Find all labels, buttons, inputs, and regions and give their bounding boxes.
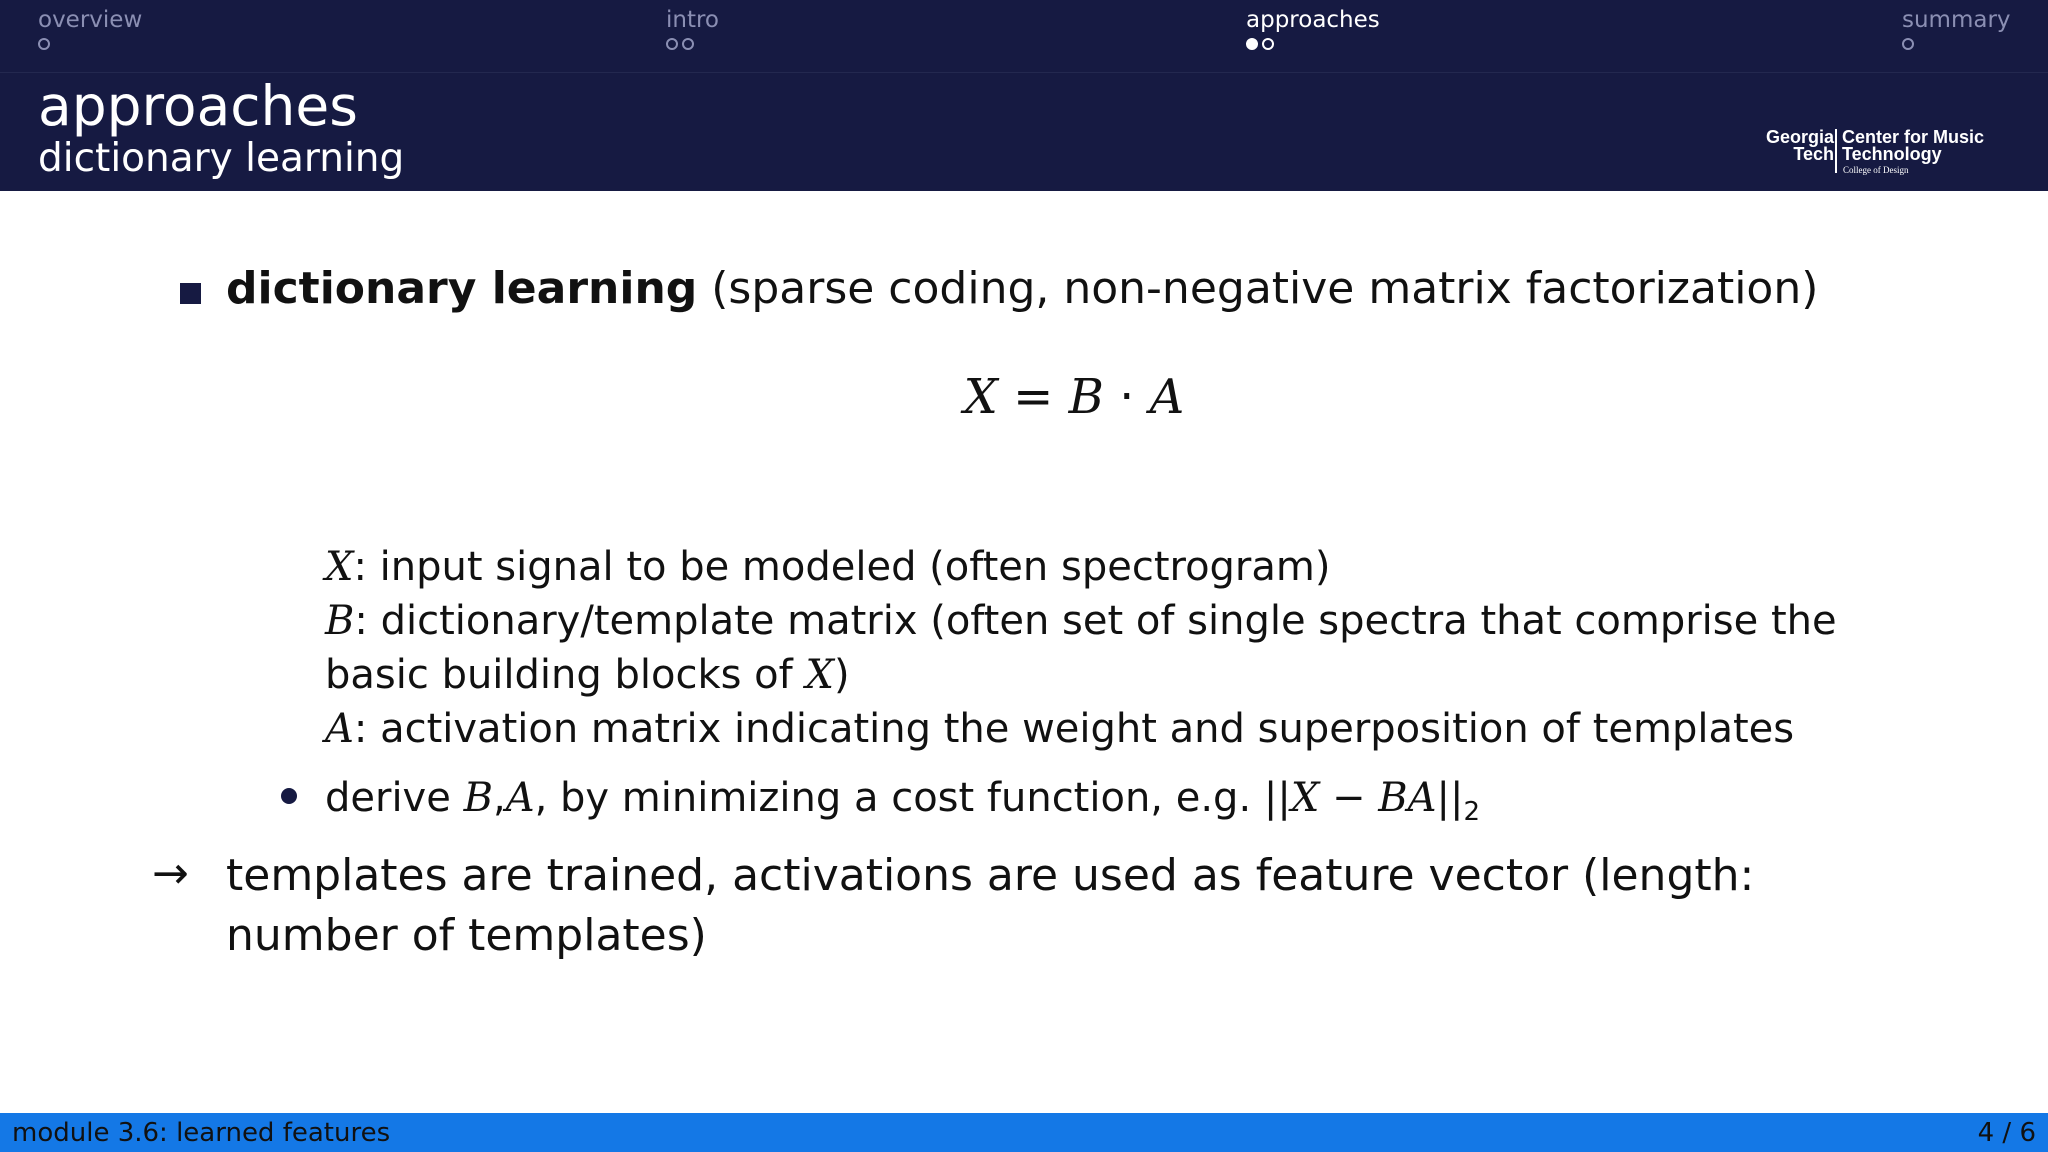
main-bullet-text bbox=[226, 260, 1818, 318]
definition-x bbox=[325, 540, 1865, 594]
right-arrow-icon: → bbox=[152, 848, 189, 899]
sub-ba: BA bbox=[1378, 775, 1437, 821]
nav-slide-dot[interactable] bbox=[1262, 38, 1274, 50]
sub-prefix: derive bbox=[325, 775, 464, 821]
def-symbol: A bbox=[325, 706, 354, 752]
conclusion-text: templates are trained, activations are used as feature vector (length: number of templates) bbox=[226, 850, 1755, 961]
def-text: : activation matrix indicating the weight and superposition of templates bbox=[353, 706, 1795, 752]
nav-dots-approaches bbox=[1246, 38, 1380, 50]
nav-section-intro[interactable] bbox=[666, 6, 719, 50]
bullet-square-icon bbox=[180, 283, 201, 304]
def-symbol: X bbox=[325, 544, 354, 590]
def-text-tail: ) bbox=[833, 652, 850, 698]
sub-norm-index: 2 bbox=[1463, 797, 1481, 827]
eq-dot: · bbox=[1103, 369, 1150, 425]
logo-cmt-line1: Center for Music bbox=[1842, 127, 1985, 147]
logo-cmt-line2: Technology bbox=[1842, 144, 1942, 164]
def-symbol: B bbox=[325, 598, 355, 644]
definition-a bbox=[325, 702, 1865, 756]
bullet-dot-icon bbox=[281, 788, 297, 804]
frame-subtitle: dictionary learning bbox=[38, 136, 405, 181]
sub-bullet-text bbox=[325, 771, 1480, 839]
definitions-list bbox=[325, 540, 1865, 756]
nav-section-approaches[interactable] bbox=[1246, 6, 1380, 50]
nav-slide-dot[interactable] bbox=[666, 38, 678, 50]
nav-label-intro: intro bbox=[666, 7, 720, 33]
main-bullet-bold: dictionary learning bbox=[226, 263, 698, 314]
eq-b: B bbox=[1068, 369, 1104, 425]
frame-title: approaches bbox=[38, 74, 358, 138]
nav-section-overview[interactable] bbox=[38, 6, 142, 50]
definition-b bbox=[325, 594, 1865, 702]
footer-bar bbox=[0, 1113, 2048, 1152]
nav-slide-dot-current[interactable] bbox=[1246, 38, 1258, 50]
logo-divider bbox=[1835, 129, 1837, 173]
eq-a: A bbox=[1149, 369, 1185, 425]
nav-label-summary: summary bbox=[1902, 7, 2011, 33]
nav-slide-dot[interactable] bbox=[682, 38, 694, 50]
sub-middle: , by minimizing a cost function, e.g. bbox=[534, 775, 1264, 821]
section-navigation bbox=[0, 0, 2048, 72]
nav-dots-summary bbox=[1902, 38, 2011, 50]
nav-label-overview: overview bbox=[38, 7, 143, 33]
logo-center-for-music-technology bbox=[1842, 129, 1984, 163]
sub-norm-close: || bbox=[1436, 775, 1464, 821]
logo-gt-line1: Georgia bbox=[1765, 127, 1834, 147]
nav-slide-dot[interactable] bbox=[38, 38, 50, 50]
logo-georgia-tech bbox=[1766, 129, 1834, 163]
footer-page-number: 4 / 6 bbox=[1977, 1118, 2036, 1148]
sub-minus: − bbox=[1319, 775, 1379, 821]
sub-norm-open: || bbox=[1263, 775, 1291, 821]
def-text: : input signal to be modeled (often spectrogram) bbox=[353, 544, 1331, 590]
frame-title-bar bbox=[0, 72, 2048, 191]
equation bbox=[0, 368, 2048, 426]
nav-dots-intro bbox=[666, 38, 719, 50]
def-symbol: X bbox=[805, 652, 834, 698]
georgia-tech-cmt-logo bbox=[1726, 129, 2026, 179]
logo-gt-line2: Tech bbox=[1793, 144, 1834, 164]
nav-dots-overview bbox=[38, 38, 142, 50]
nav-slide-dot[interactable] bbox=[1902, 38, 1914, 50]
eq-equals: = bbox=[997, 369, 1069, 425]
sub-x: X bbox=[1290, 775, 1320, 821]
sub-b: B bbox=[463, 775, 493, 821]
footer-module-title: module 3.6: learned features bbox=[12, 1118, 391, 1148]
nav-label-approaches: approaches bbox=[1246, 7, 1380, 33]
def-text: : dictionary/template matrix (often set of single spectra that comprise the basic building blocks of bbox=[325, 598, 1837, 698]
sub-a: A bbox=[505, 775, 535, 821]
logo-college-of-design: College of Design bbox=[1843, 165, 1909, 175]
sub-comma: , bbox=[492, 775, 506, 821]
eq-x: X bbox=[963, 369, 998, 425]
main-bullet-rest: (sparse coding, non-negative matrix factorization) bbox=[697, 263, 1819, 314]
nav-section-summary[interactable] bbox=[1902, 6, 2011, 50]
